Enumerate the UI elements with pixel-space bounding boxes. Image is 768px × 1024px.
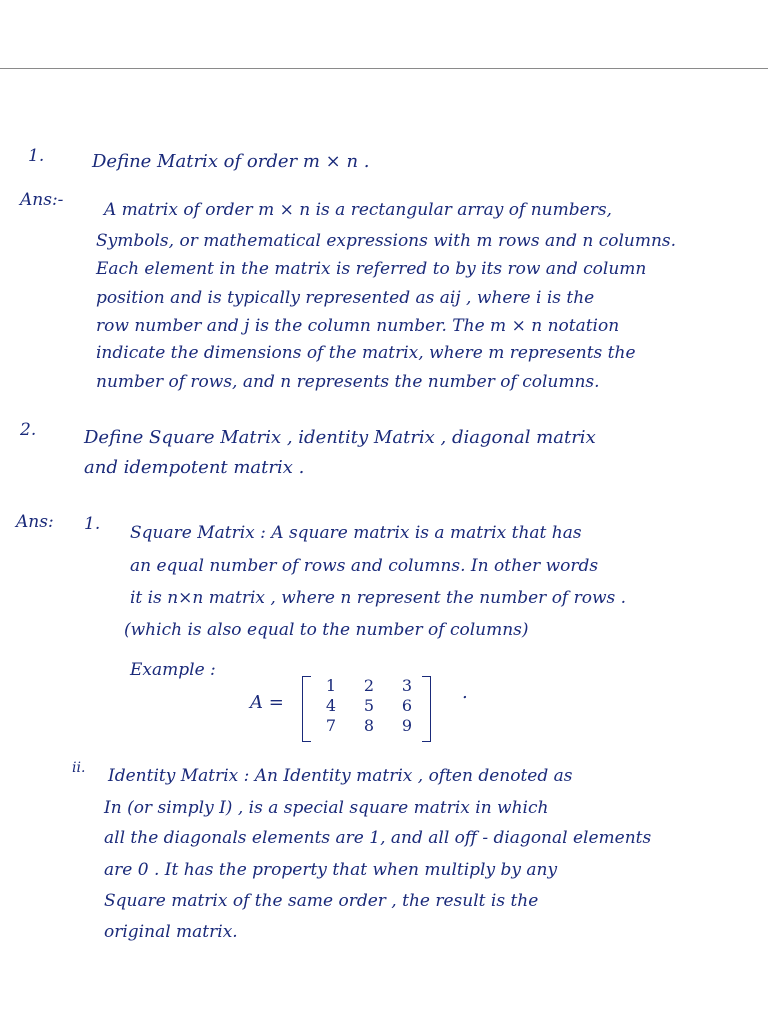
- example-matrix: [250, 672, 470, 744]
- q1-answer-line: Each element in the matrix is referred to by its row and column: [96, 259, 647, 279]
- q1-question: Define Matrix of order m × n .: [92, 151, 370, 172]
- matrix-name: A =: [250, 692, 284, 713]
- matrix-cell: 2: [363, 676, 375, 695]
- q2-part1-line: it is n×n matrix , where n represent the number of rows .: [130, 588, 627, 608]
- matrix-period: .: [462, 682, 468, 703]
- q2-part2-line: In (or simply I) , is a special square matrix in which: [104, 798, 549, 818]
- q1-ans-label: Ans:-: [20, 190, 64, 210]
- q1-answer-line: row number and j is the column number. The m × n notation: [96, 316, 620, 336]
- q1-number: 1.: [28, 146, 45, 166]
- matrix-cell: 8: [363, 716, 375, 735]
- matrix-cell: 9: [401, 716, 413, 735]
- q1-answer-line: position and is typically represented as aij , where i is the: [96, 288, 595, 308]
- q2-part2-number: ii.: [72, 760, 86, 776]
- q1-answer-line: number of rows, and n represents the number of columns.: [96, 372, 600, 392]
- q2-question-line: and idempotent matrix .: [84, 457, 305, 478]
- matrix-cell: 5: [363, 696, 375, 715]
- matrix-cell: 4: [325, 696, 337, 715]
- q2-part2-line: Identity Matrix : An Identity matrix , often denoted as: [108, 766, 573, 786]
- q2-part2-line: Square matrix of the same order , the result is the: [104, 891, 539, 911]
- q1-answer-line: Symbols, or mathematical expressions with m rows and n columns.: [96, 231, 677, 251]
- q2-number: 2.: [20, 420, 37, 440]
- q2-part1-line: (which is also equal to the number of columns): [124, 620, 529, 640]
- q2-part1-number: 1.: [84, 514, 101, 534]
- q2-part1-line: an equal number of rows and columns. In other words: [130, 556, 599, 576]
- q1-answer-line: indicate the dimensions of the matrix, where m represents the: [96, 343, 636, 363]
- q2-part1-line: Square Matrix : A square matrix is a matrix that has: [130, 523, 582, 543]
- matrix-cell: 6: [401, 696, 413, 715]
- matrix-left-bracket: [302, 676, 311, 742]
- top-divider: [0, 68, 768, 69]
- example-label: Example :: [130, 660, 216, 680]
- q2-question-line: Define Square Matrix , identity Matrix , diagonal matrix: [84, 427, 596, 448]
- matrix-right-bracket: [422, 676, 431, 742]
- matrix-cell: 1: [325, 676, 337, 695]
- matrix-cell: 3: [401, 676, 413, 695]
- q1-answer-line: A matrix of order m × n is a rectangular array of numbers,: [104, 200, 612, 220]
- q2-ans-label: Ans:: [16, 512, 54, 532]
- q2-part2-line: all the diagonals elements are 1, and all off - diagonal elements: [104, 828, 652, 848]
- matrix-cell: 7: [325, 716, 337, 735]
- q2-part2-line: original matrix.: [104, 922, 238, 942]
- q2-part2-line: are 0 . It has the property that when multiply by any: [104, 860, 558, 880]
